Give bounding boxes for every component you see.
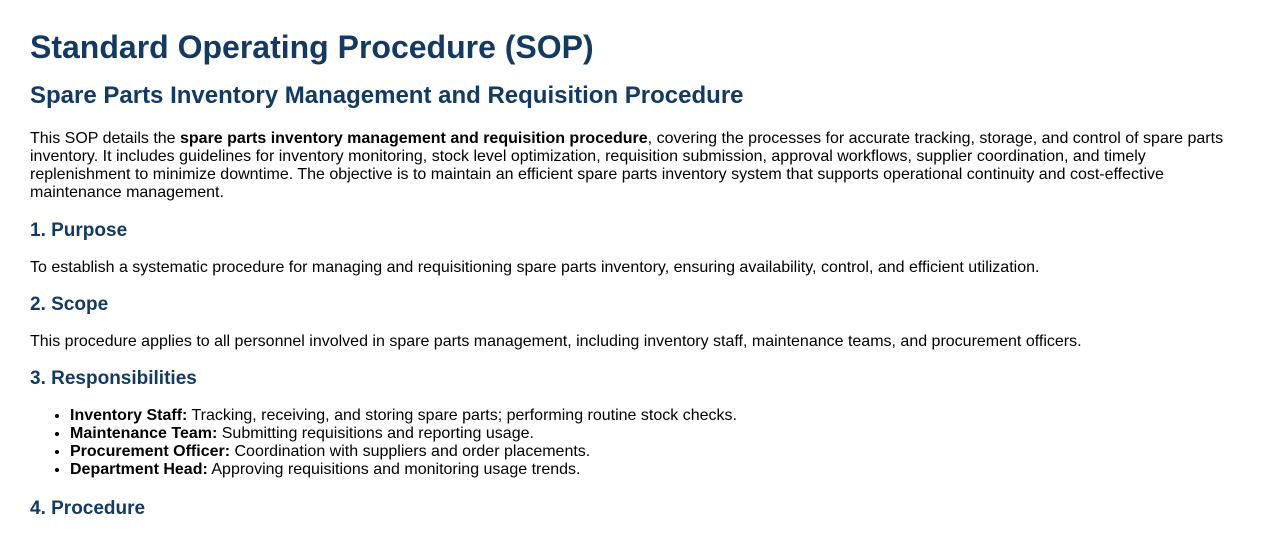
role-description: Approving requisitions and monitoring usage trends. <box>207 461 581 478</box>
role-description: Submitting requisitions and reporting usage. <box>217 425 534 442</box>
list-item <box>70 425 1233 443</box>
procedure-heading: 4. Procedure <box>30 498 146 519</box>
intro-suffix: , covering the processes for accurate tracking, storage, and control of spare parts inventory. It includes guidelines for inventory monitoring, stock level optimization, requisition submission, approval workflows, supplier coordination, and timely replenishment to minimize downtime. The objective is to maintain an efficient spare parts inventory system that supports operational continuity and cost-effective maintenance management. <box>30 130 1224 201</box>
purpose-text: To establish a systematic procedure for managing and requisitioning spare parts inventory, ensuring availability, control, and efficient utilization. <box>30 259 1040 276</box>
intro-prefix: This SOP details the <box>30 130 180 147</box>
role-label: Maintenance Team: <box>70 425 218 442</box>
role-label: Inventory Staff: <box>70 407 188 424</box>
role-description: Tracking, receiving, and storing spare parts; performing routine stock checks. <box>187 407 737 424</box>
responsibilities-heading: 3. Responsibilities <box>30 368 197 389</box>
document-title: Standard Operating Procedure (SOP) <box>30 29 594 65</box>
scope-text: This procedure applies to all personnel involved in spare parts management, including inventory staff, maintenance teams, and procurement officers. <box>30 333 1082 350</box>
intro-bold: spare parts inventory management and requisition procedure <box>180 130 648 147</box>
role-description: Coordination with suppliers and order placements. <box>230 443 591 460</box>
responsibilities-list <box>30 407 1233 479</box>
intro-paragraph <box>30 130 1233 202</box>
list-item <box>70 407 1233 425</box>
scope-heading: 2. Scope <box>30 294 109 315</box>
role-label: Department Head: <box>70 461 208 478</box>
document-subtitle: Spare Parts Inventory Management and Requisition Procedure <box>30 82 744 109</box>
list-item <box>70 461 1233 479</box>
list-item <box>70 443 1233 461</box>
purpose-heading: 1. Purpose <box>30 220 128 241</box>
role-label: Procurement Officer: <box>70 443 231 460</box>
